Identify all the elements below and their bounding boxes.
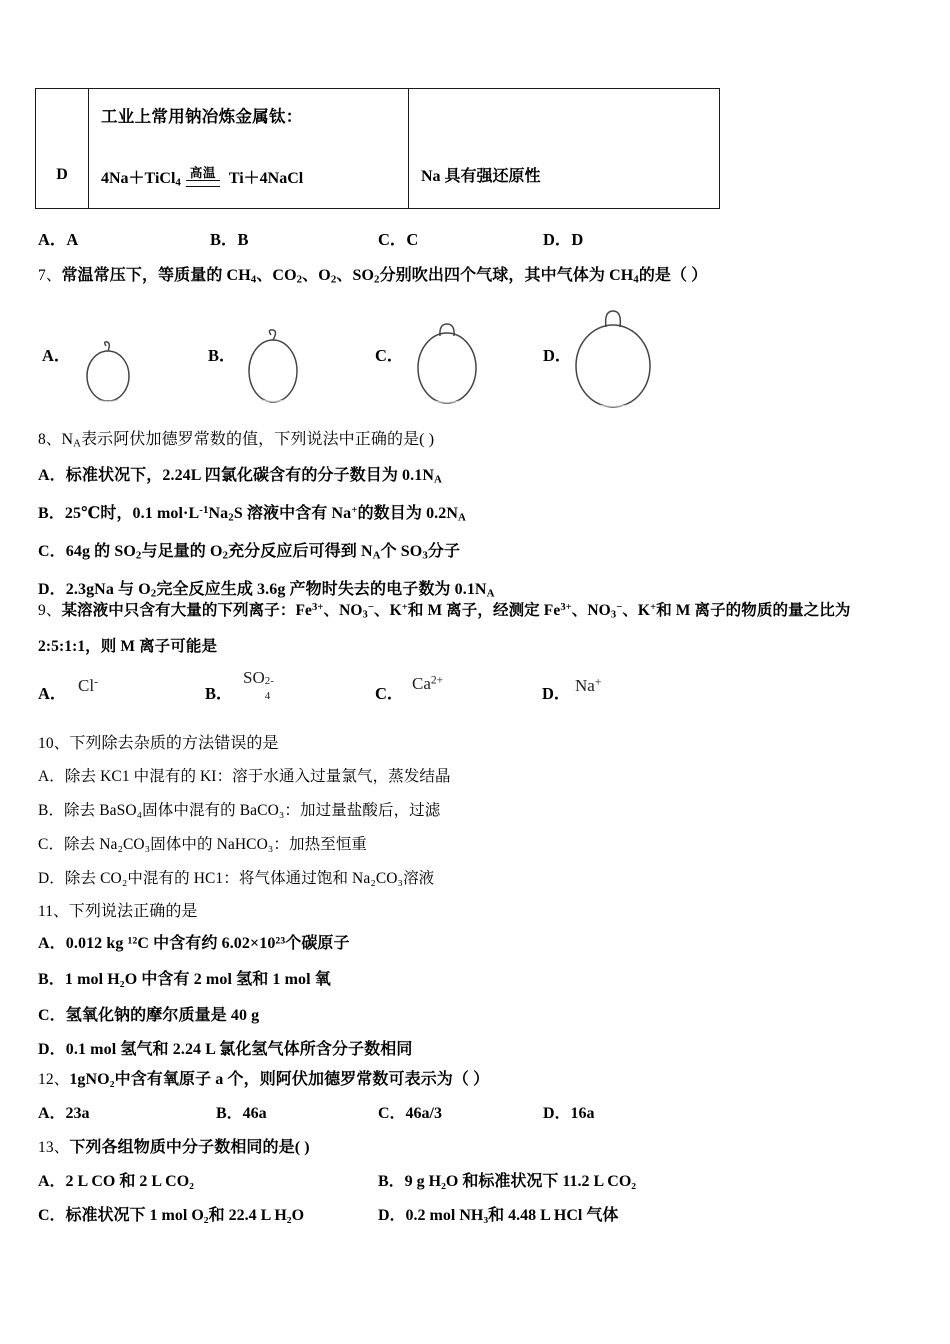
q10-option-c[interactable]: C．除去 Na₂CO₃固体中的 NaHCO₃：加热至恒重: [38, 836, 368, 853]
balloon-smallest-icon: [80, 320, 136, 408]
equation-left: 4Na＋TiCl$_4$: [101, 170, 181, 189]
q9-option-d-value: Na+: [575, 675, 602, 695]
question-13-stem: 13、下列各组物质中分子数相同的是( ): [38, 1139, 310, 1156]
table-row: [36, 89, 720, 209]
question-9-stem-line2: 2:5:1:1，则 M 离子可能是: [38, 638, 218, 655]
q12-option-b[interactable]: B．46a: [216, 1105, 267, 1122]
q11-option-b[interactable]: B．1 mol H₂O 中含有 2 mol 氢和 1 mol 氧: [38, 971, 331, 988]
q11-option-d[interactable]: D．0.1 mol 氢气和 2.24 L 氯化氢气体所含分子数相同: [38, 1041, 413, 1058]
q10-option-b[interactable]: B．除去 BaSO₄固体中混有的 BaCO₃：加过量盐酸后，过滤: [38, 802, 441, 819]
q12-option-c[interactable]: C．46a/3: [378, 1105, 443, 1122]
q9-option-c-value: $Ca^{2+}$: [412, 673, 444, 693]
reaction-description: 工业上常用钠冶炼金属钛：: [101, 107, 303, 126]
question-8-stem: 8、$N_A$表示阿伏加德罗常数的值，下列说法中正确的是( ): [38, 431, 435, 450]
q13-option-a[interactable]: A．2 L CO 和 2 L CO₂: [38, 1173, 194, 1190]
q13-option-d[interactable]: D．0.2 mol NH₃和 4.48 L HCl 气体: [378, 1207, 619, 1224]
q13-option-b[interactable]: B．9 g H₂O 和标准状况下 11.2 L CO₂: [378, 1173, 637, 1190]
table-cell-reaction: [89, 89, 409, 209]
table-cell-letter: [36, 89, 89, 209]
table-cell-reason: [409, 89, 720, 209]
question-12-number: 12、: [38, 1071, 70, 1088]
question-11-stem: 11、下列说法正确的是: [38, 903, 198, 920]
option-table: [35, 88, 720, 209]
q9-option-a-value: Cl-: [78, 675, 98, 695]
balloon-small-icon: [243, 310, 303, 408]
question-13-number: 13、: [38, 1139, 70, 1156]
equation-right: Ti＋4NaCl: [228, 170, 304, 187]
choice-d[interactable]: D．D: [543, 230, 584, 249]
q11-option-a[interactable]: A．0.012 kg ¹²C 中含有约 6.02×10²³个碳原子: [38, 935, 350, 952]
balloon-large-icon: [412, 305, 482, 409]
question-12-stem: 12、1gNO₂中含有氧原子 a 个，则阿伏加德罗常数可表示为（ ）: [38, 1071, 490, 1088]
q9-option-d-label[interactable]: D．: [542, 684, 571, 703]
question-10-number: 10、: [38, 735, 70, 752]
q12-option-a[interactable]: A．23a: [38, 1105, 90, 1122]
q7-option-c-label[interactable]: C．: [375, 346, 404, 365]
q8-option-c[interactable]: C．64g 的 $SO_2$与足量的 $O_2$充分反应后可得到 $N_A$个 $SO_3$分子: [38, 543, 461, 562]
reaction-condition: 高温: [186, 167, 220, 188]
q8-option-a[interactable]: A．标准状况下，2.24L 四氯化碳含有的分子数目为 $0.1N_A$: [38, 467, 442, 486]
question-11-number: 11、: [38, 903, 69, 920]
choice-a[interactable]: A．A: [38, 230, 79, 249]
q7-balloon-options: [0, 300, 950, 410]
question-7-number: 7、: [38, 267, 62, 284]
q11-option-c[interactable]: C．氢氧化钠的摩尔质量是 40 g: [38, 1007, 260, 1024]
q8-option-b[interactable]: B．25℃时，0.1 $mol\cdot L^{-1}Na_2S$ 溶液中含有 Na+的数目为 $0.2N_A$: [38, 504, 467, 524]
q7-option-d-label[interactable]: D．: [543, 346, 572, 365]
chemical-equation: [101, 165, 408, 188]
equals-arrow-icon: [186, 180, 220, 187]
q12-option-d[interactable]: D．16a: [543, 1105, 595, 1122]
balloon-largest-icon: [570, 297, 656, 413]
q9-option-b-label[interactable]: B．: [205, 684, 233, 703]
question-9-stem-line1: 9、某溶液中只含有大量的下列离子：$Fe^{3+}$、$NO_3^-$、K+和 M 离子，经测定 $Fe^{3+}$、$NO_3^-$、K+和 M 离子的物质的量之比为: [38, 602, 851, 621]
question-7-stem: 7、常温常压下，等质量的 $CH_4$、$CO_2$、$O_2$、$SO_2$分别吹出四个气球，其中气体为 $CH_4$的是（ ）: [38, 267, 708, 286]
q10-option-d[interactable]: D．除去 CO₂中混有的 HC1：将气体通过饱和 Na₂CO₃溶液: [38, 870, 435, 887]
q9-option-c-label[interactable]: C．: [375, 684, 404, 703]
question-9-number: 9、: [38, 602, 62, 619]
option-letter: D: [56, 166, 68, 183]
q13-option-c[interactable]: C．标准状况下 1 mol O₂和 22.4 L H₂O: [38, 1207, 305, 1224]
q7-option-b-label[interactable]: B．: [208, 346, 236, 365]
q10-option-a[interactable]: A．除去 KC1 中混有的 KI：溶于水通入过量氯气，蒸发结晶: [38, 768, 451, 785]
question-8-number: 8、: [38, 431, 62, 448]
q9-options-row: [0, 668, 950, 708]
choice-b[interactable]: B．B: [210, 230, 249, 249]
question-10-stem: 10、下列除去杂质的方法错误的是: [38, 735, 279, 752]
q9-option-a-label[interactable]: A．: [38, 684, 67, 703]
reason-text: Na 具有强还原性: [421, 168, 541, 185]
q8-option-d[interactable]: D．2.3gNa 与 $O_2$完全反应生成 3.6g 产物时失去的电子数为 $0.1N_A$: [38, 581, 495, 600]
q7-option-a-label[interactable]: A．: [42, 346, 71, 365]
choice-c[interactable]: C．C: [378, 230, 419, 249]
q9-option-b-value: SO 2- 4: [243, 668, 274, 702]
